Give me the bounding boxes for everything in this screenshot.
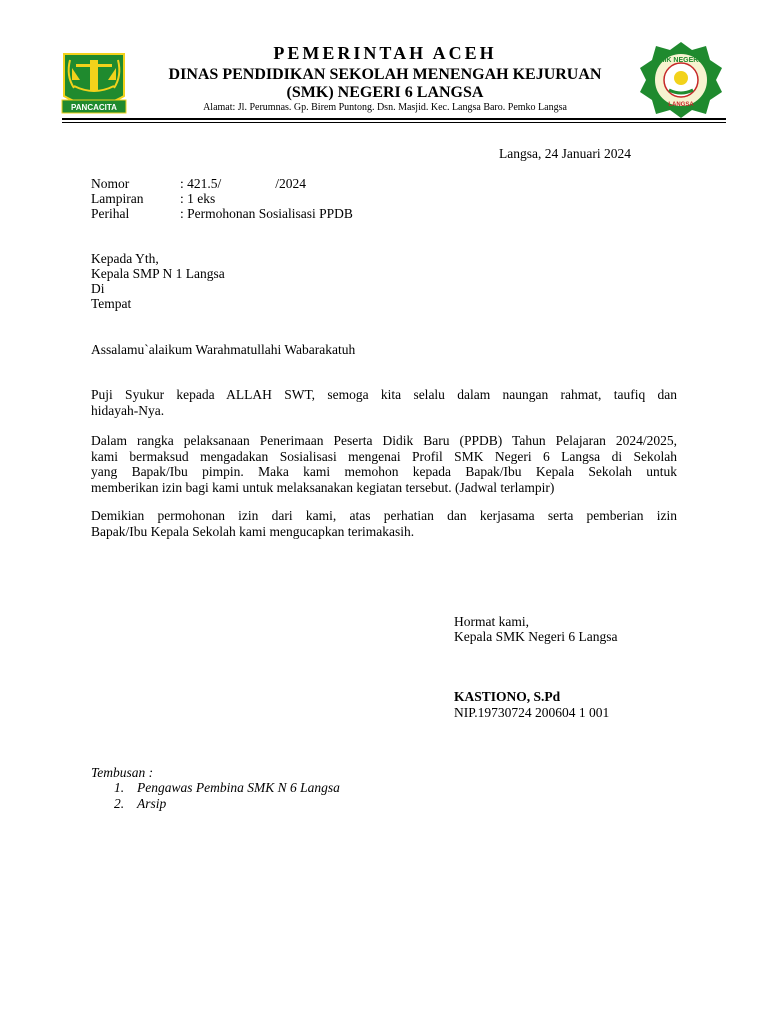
cc-title: Tembusan : [91,765,154,780]
cc-item-number: 2. [114,796,125,811]
letterhead-rule-thin [62,122,726,123]
paragraph-line: hidayah-Nya. [91,402,165,418]
meta-value-perihal: : Permohonan Sosialisasi PPDB [180,206,353,221]
signatory-nip: NIP.19730724 200604 1 001 [454,705,610,720]
greeting: Assalamu`alaikum Warahmatullahi Wabarakatuh [91,342,356,357]
meta-label-nomor: Nomor [91,176,130,191]
signatory-name: KASTIONO, S.Pd [454,689,561,704]
paragraph-line: memberikan izin bagi kami untuk melaksanakan kegiatan tersebut. (Jadwal terlampir) [91,479,555,495]
paragraph-line: Bapak/Ibu Kepala Sekolah kami mengucapkan terimakasih. [91,523,415,539]
letterhead-rule-thick [62,118,726,120]
recipient-line: Di [91,281,105,296]
body-paragraph [91,387,677,418]
cc-item-number: 1. [114,780,125,795]
closing-position: Kepala SMK Negeri 6 Langsa [454,629,618,644]
paragraph-line: Puji Syukur kepada ALLAH SWT, semoga kita selalu dalam naungan rahmat, taufiq dan [91,387,677,402]
cc-item: Arsip [137,796,167,811]
right-logo-subtext: LANGSA [668,102,694,108]
paragraph-line: Dalam rangka pelaksanaan Penerimaan Peserta Didik Baru (PPDB) Tahun Pelajaran 2024/2025, [91,433,677,448]
government-name: PEMERINTAH ACEH [273,43,497,63]
right-logo-text: SMK NEGERI 6 [655,57,707,64]
meta-value-lampiran: : 1 eks [180,191,216,206]
cc-item: Pengawas Pembina SMK N 6 Langsa [137,780,340,795]
smk-negeri-6-emblem-icon [636,40,726,120]
meta-label-lampiran: Lampiran [91,191,144,206]
body-paragraph [91,508,677,539]
left-logo-text: PANCACITA [71,103,117,112]
aceh-coat-of-arms-icon [60,50,128,116]
paragraph-line: kami bermaksud mengadakan Sosialisasi mengenai Profil SMK Negeri 6 Langsa di Sekolah [91,448,677,464]
paragraph-line: Demikian permohonan izin dari kami, atas perhatian dan kerjasama serta pemberian izin [91,508,677,523]
recipient-line: Kepala SMP N 1 Langsa [91,266,225,281]
recipient-line: Kepada Yth, [91,251,159,266]
body-paragraph [91,433,677,495]
meta-label-perihal: Perihal [91,206,130,221]
closing-salutation: Hormat kami, [454,614,529,629]
letter-date: Langsa, 24 Januari 2024 [499,146,631,161]
meta-value-nomor: : 421.5/ /2024 [180,176,307,191]
agency-name: DINAS PENDIDIKAN SEKOLAH MENENGAH KEJURUAN [168,66,602,83]
paragraph-line: yang Bapak/Ibu pimpin. Maka kami memohon kepada Bapak/Ibu Kepala Sekolah untuk [91,464,677,479]
school-address: Alamat: Jl. Perumnas. Gp. Birem Puntong. Dsn. Masjid. Kec. Langsa Baro. Pemko Langsa [203,102,567,113]
recipient-line: Tempat [91,296,132,311]
school-name: (SMK) NEGERI 6 LANGSA [286,84,484,101]
